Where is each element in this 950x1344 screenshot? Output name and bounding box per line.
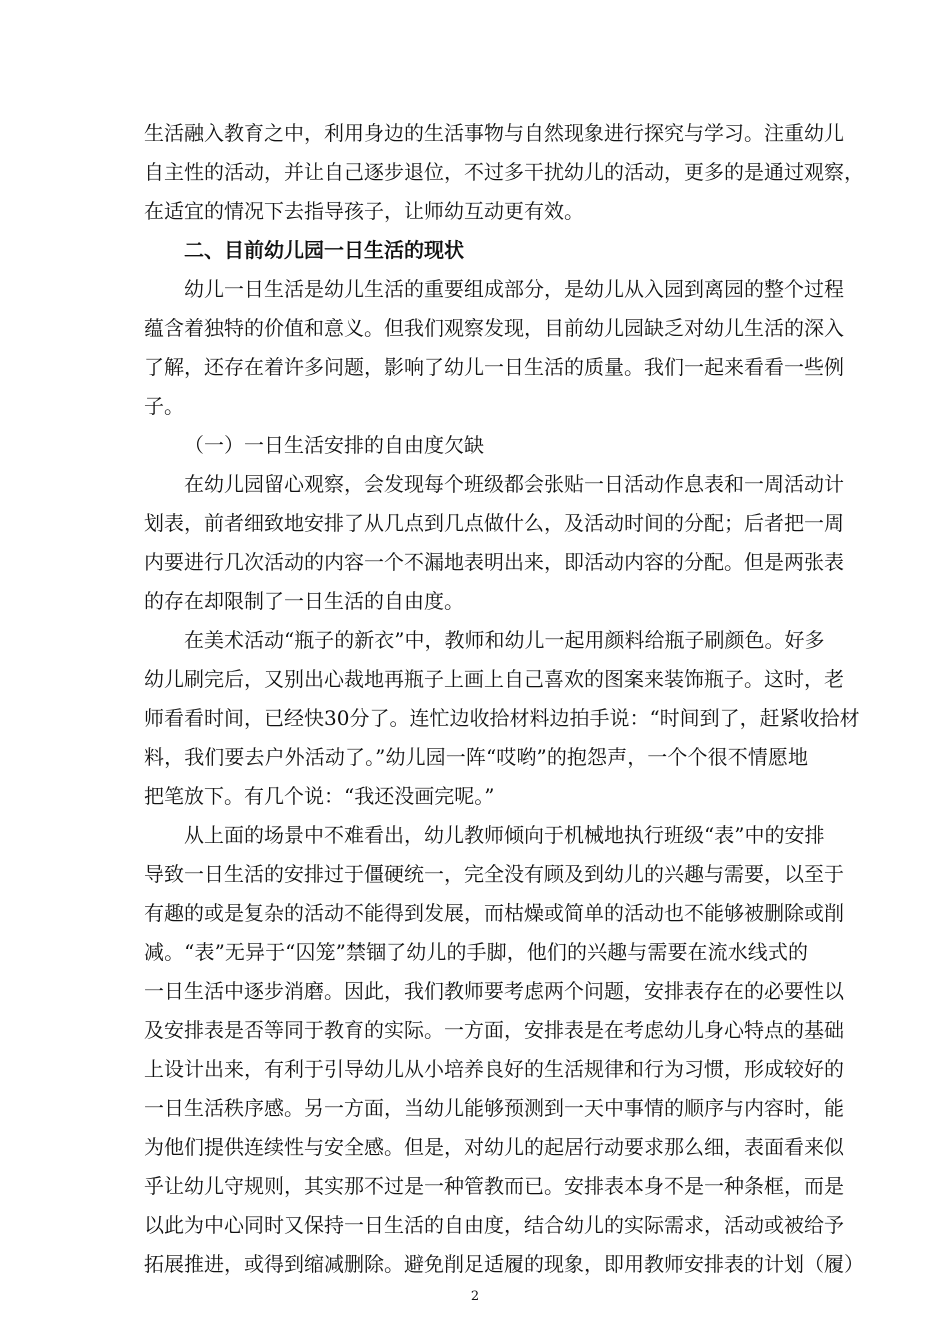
text-line: 师看看时间，已经快30分了。连忙边收拾材料边拍手说：“时间到了，赶紧收拾材: [144, 706, 860, 730]
text-line: 在幼儿园留心观察，会发现每个班级都会张贴一日活动作息表和一周活动计: [184, 472, 844, 496]
text-line: 自主性的活动，并让自己逐步退位，不过多干扰幼儿的活动，更多的是通过观察，: [144, 160, 864, 184]
text-line: 减。“表”无异于“囚笼”禁锢了幼儿的手脚，他们的兴趣与需要在流水线式的: [144, 940, 808, 964]
text-line: 拓展推进，或得到缩减删除。避免削足适履的现象，即用教师安排表的计划（履）: [144, 1252, 864, 1276]
text-line: 生活融入教育之中，利用身边的生活事物与自然现象进行探究与学习。注重幼儿: [144, 121, 844, 145]
text-line: 把笔放下。有几个说：“我还没画完呢。”: [144, 784, 495, 808]
text-line: 及安排表是否等同于教育的实际。一方面，安排表是在考虑幼儿身心特点的基础: [144, 1018, 844, 1042]
text-line: 乎让幼儿守规则，其实那不过是一种管教而已。安排表本身不是一种条框，而是: [144, 1174, 844, 1198]
text-line: 从上面的场景中不难看出，幼儿教师倾向于机械地执行班级“表”中的安排: [184, 823, 825, 847]
text-line: 有趣的或是复杂的活动不能得到发展，而枯燥或简单的活动也不能够被删除或削: [144, 901, 844, 925]
text-line: 一日生活中逐步消磨。因此，我们教师要考虑两个问题，安排表存在的必要性以: [144, 979, 844, 1003]
text-line: 内要进行几次活动的内容一个不漏地表明出来，即活动内容的分配。但是两张表: [144, 550, 844, 574]
text-line: 蕴含着独特的价值和意义。但我们观察发现，目前幼儿园缺乏对幼儿生活的深入: [144, 316, 844, 340]
subsection-heading: （一）一日生活安排的自由度欠缺: [184, 433, 484, 457]
text-line: 上设计出来，有利于引导幼儿从小培养良好的生活规律和行为习惯，形成较好的: [144, 1057, 844, 1081]
text-line: 幼儿一日生活是幼儿生活的重要组成部分，是幼儿从入园到离园的整个过程: [184, 277, 844, 301]
text-line: 一日生活秩序感。另一方面，当幼儿能够预测到一天中事情的顺序与内容时，能: [144, 1096, 844, 1120]
text-line: 为他们提供连续性与安全感。但是，对幼儿的起居行动要求那么细，表面看来似: [144, 1135, 844, 1159]
text-line: 子。: [144, 394, 184, 418]
text-line: 料，我们要去户外活动了。”幼儿园一阵“哎哟”的抱怨声，一个个很不情愿地: [144, 745, 808, 769]
page-number: 2: [470, 1289, 480, 1304]
text-line: 以此为中心同时又保持一日生活的自由度，结合幼儿的实际需求，活动或被给予: [144, 1213, 844, 1237]
text-line: 划表，前者细致地安排了从几点到几点做什么，及活动时间的分配；后者把一周: [144, 511, 844, 535]
text-line: 在适宜的情况下去指导孩子，让师幼互动更有效。: [144, 199, 584, 223]
text-line: 导致一日生活的安排过于僵硬统一，完全没有顾及到幼儿的兴趣与需要，以至于: [144, 862, 844, 886]
text-line: 幼儿刷完后，又别出心裁地再瓶子上画上自己喜欢的图案来装饰瓶子。这时，老: [144, 667, 844, 691]
text-line: 了解，还存在着许多问题，影响了幼儿一日生活的质量。我们一起来看看一些例: [144, 355, 844, 379]
section-heading: 二、目前幼儿园一日生活的现状: [184, 238, 464, 262]
text-line: 在美术活动“瓶子的新衣”中，教师和幼儿一起用颜料给瓶子刷颜色。好多: [184, 628, 825, 652]
text-line: 的存在却限制了一日生活的自由度。: [144, 589, 464, 613]
